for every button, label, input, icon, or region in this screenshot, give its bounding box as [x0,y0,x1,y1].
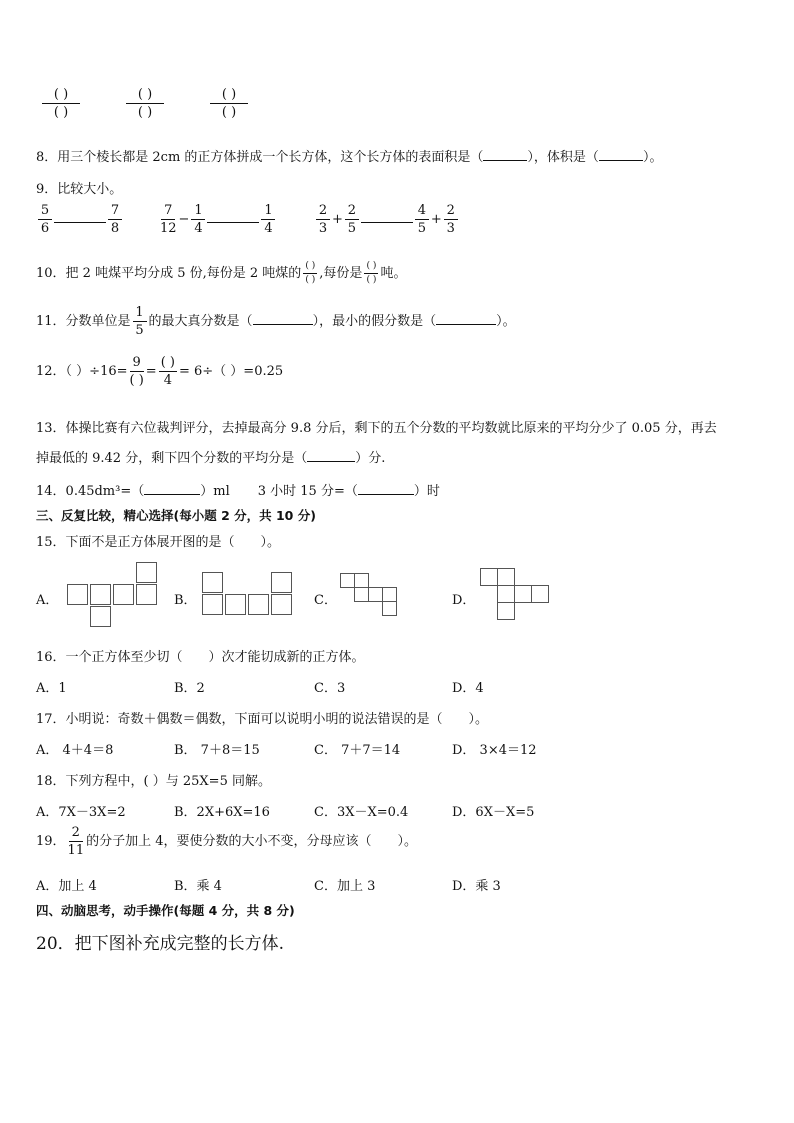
net-square [354,573,369,588]
q14-blank-2[interactable] [358,494,414,495]
q14-text: ）ml [200,484,230,499]
net-square [202,594,223,615]
net-square [497,602,515,620]
denominator: 6 [40,221,50,236]
numerator: ( ) [210,88,248,104]
net-square [90,584,111,605]
q18-option-a[interactable]: A．7X－3X=2 [36,805,126,820]
q17-option-a[interactable]: A． 4＋4＝8 [36,743,114,758]
q15-label-b: B． [174,593,197,608]
denominator-blank[interactable]: ( ) [305,275,316,285]
numerator-blank[interactable]: ( ) [364,262,378,274]
denominator: 4 [194,221,203,236]
q12-text: = 6÷（ ）=0.25 [178,364,284,379]
net-square [136,562,157,583]
question-19 [36,826,417,857]
cube-net-d[interactable] [480,568,552,622]
q14-text: 14．0.45dm³=（ [36,484,145,499]
q9-expr-3 [314,204,460,235]
numerator: 1 [133,306,147,322]
q17-option-b[interactable]: B． 7＋8＝15 [174,743,260,758]
question-12 [36,356,283,387]
numerator: 2 [69,826,83,842]
numerator: ( ) [42,88,80,104]
numerator: 4 [415,204,429,220]
q9-expr-2 [158,204,277,235]
net-square [90,606,111,627]
q10-text: 吨。 [380,266,407,281]
q19-text: 的分子加上 4，要使分数的大小不变，分母应该（ ）。 [86,834,417,849]
q11-blank-2[interactable] [436,324,496,325]
q17-stem: 17．小明说：奇数＋偶数＝偶数，下面可以说明小明的说法错误的是（ ）。 [36,712,489,727]
q11-text: 11．分数单位是 [36,314,131,329]
q9-title: 9．比较大小。 [36,182,123,197]
operator: − [178,212,190,227]
numerator: 1 [261,204,275,220]
net-square [354,587,369,602]
q10-text: ,每份是 [319,266,363,281]
q14-text: 3 小时 15 分=（ [257,484,358,499]
net-square [113,584,134,605]
compare-blank[interactable] [207,222,259,223]
cube-net-b[interactable] [202,572,294,618]
q16-option-b[interactable]: B．2 [174,681,205,696]
numerator: 1 [191,204,205,220]
q15-label-a: A． [36,593,59,608]
q18-option-b[interactable]: B．2X+6X=16 [174,805,270,820]
q16-option-c[interactable]: C．3 [314,681,346,696]
q16-option-a[interactable]: A．1 [36,681,67,696]
denominator: 5 [417,221,427,236]
q17-option-c[interactable]: C． 7＋7＝14 [314,743,401,758]
denominator-blank[interactable]: ( ) [366,275,377,285]
compare-blank[interactable] [361,222,413,223]
q13-line-1: 13．体操比赛有六位裁判评分，去掉最高分 9.8 分后，剩下的五个分数的平均数就比原来的平均分少了 0.05 分，再去 [36,421,717,436]
q18-option-c[interactable]: C．3X－X=0.4 [314,805,409,820]
denominator: 4 [163,373,172,388]
net-square [136,584,157,605]
q19-option-a[interactable]: A．加上 4 [36,879,97,894]
numerator-blank[interactable]: ( ) [303,262,317,274]
denominator: 3 [318,221,328,236]
q15-label-d: D． [452,593,476,608]
numerator: ( ) [126,88,164,104]
denominator: 3 [446,221,455,236]
top-fraction-3 [208,88,250,119]
q16-stem: 16．一个正方体至少切（ ）次才能切成新的正方体。 [36,650,365,665]
q8-text: ）。 [642,150,663,165]
numerator: 2 [444,204,458,220]
question-8 [36,146,662,165]
operator: + [430,212,442,227]
cube-net-a[interactable] [67,562,159,630]
denominator: ( ) [221,105,237,120]
cube-net-c[interactable] [340,573,400,619]
top-fraction-2 [124,88,166,119]
operator: + [332,212,343,227]
numerator: 7 [161,204,175,220]
q9-expr-1 [36,204,124,235]
q15-stem: 15．下面不是正方体展开图的是（ ）。 [36,535,281,550]
question-11 [36,306,516,337]
denominator: 5 [135,323,144,338]
q8-text: ），体积是（ [527,150,599,165]
compare-blank[interactable] [54,222,106,223]
section-3-heading: 三、反复比较，精心选择(每小题 2 分，共 10 分) [36,508,316,523]
net-square [382,587,397,602]
denominator-blank[interactable]: ( ) [129,373,144,388]
q18-stem: 18．下列方程中，( ）与 25X=5 同解。 [36,774,271,789]
q13-line-2 [36,447,385,466]
q8-blank-area[interactable] [483,160,527,161]
net-square [271,572,292,593]
net-square [368,587,383,602]
q19-number: 19． [36,834,66,849]
net-square [514,585,532,603]
numerator-blank[interactable]: ( ) [160,355,175,370]
question-14 [36,480,440,499]
net-square [67,584,88,605]
q14-blank-1[interactable] [144,494,200,495]
net-square [382,601,397,616]
net-square [497,585,515,603]
q16-option-d[interactable]: D．4 [452,681,484,696]
net-square [531,585,549,603]
q8-blank-volume[interactable] [599,160,643,161]
q20-stem: 20．把下图补充成完整的长方体. [36,934,285,954]
denominator: ( ) [137,105,153,120]
q19-option-d[interactable]: D．乘 3 [452,879,501,894]
q11-text: ），最小的假分数是（ [312,314,437,329]
net-square [271,594,292,615]
net-square [497,568,515,586]
numerator: 5 [38,204,52,220]
q14-text: ）时 [413,484,440,499]
net-square [202,572,223,593]
denominator: 8 [110,221,120,236]
numerator: 9 [130,356,144,372]
net-square [340,573,355,588]
q10-text: 10．把 2 吨煤平均分成 5 份,每份是 2 吨煤的 [36,266,302,281]
net-square [225,594,246,615]
denominator: 5 [347,221,357,236]
q11-blank-1[interactable] [253,324,313,325]
q11-text: 的最大真分数是（ [148,314,253,329]
numerator: 2 [345,204,359,220]
top-fraction-1 [40,88,82,119]
q19-option-b[interactable]: B．乘 4 [174,879,222,894]
question-10 [36,262,406,285]
q17-option-d[interactable]: D． 3×4＝12 [452,743,537,758]
q15-label-c: C． [314,593,337,608]
q11-text: ）。 [496,314,516,329]
net-square [248,594,269,615]
equals: = [145,364,157,379]
denominator: 12 [160,221,177,236]
denominator: 11 [67,843,85,858]
net-square [480,568,498,586]
q8-text: 8．用三个棱长都是 2cm 的正方体拼成一个长方体，这个长方体的表面积是（ [36,150,484,165]
numerator: 7 [108,204,122,220]
q18-option-d[interactable]: D．6X－X=5 [452,805,535,820]
q19-option-c[interactable]: C．加上 3 [314,879,376,894]
q13-text: ）分. [355,451,386,466]
numerator: 2 [316,204,330,220]
q13-text: 掉最低的 9.42 分，剩下四个分数的平均分是（ [36,451,308,466]
q12-text: 12．（ ）÷16= [36,364,128,379]
section-4-heading: 四、动脑思考，动手操作(每题 4 分，共 8 分) [36,903,295,918]
q13-blank[interactable] [307,461,355,462]
denominator: ( ) [53,105,69,120]
denominator: 4 [264,221,273,236]
